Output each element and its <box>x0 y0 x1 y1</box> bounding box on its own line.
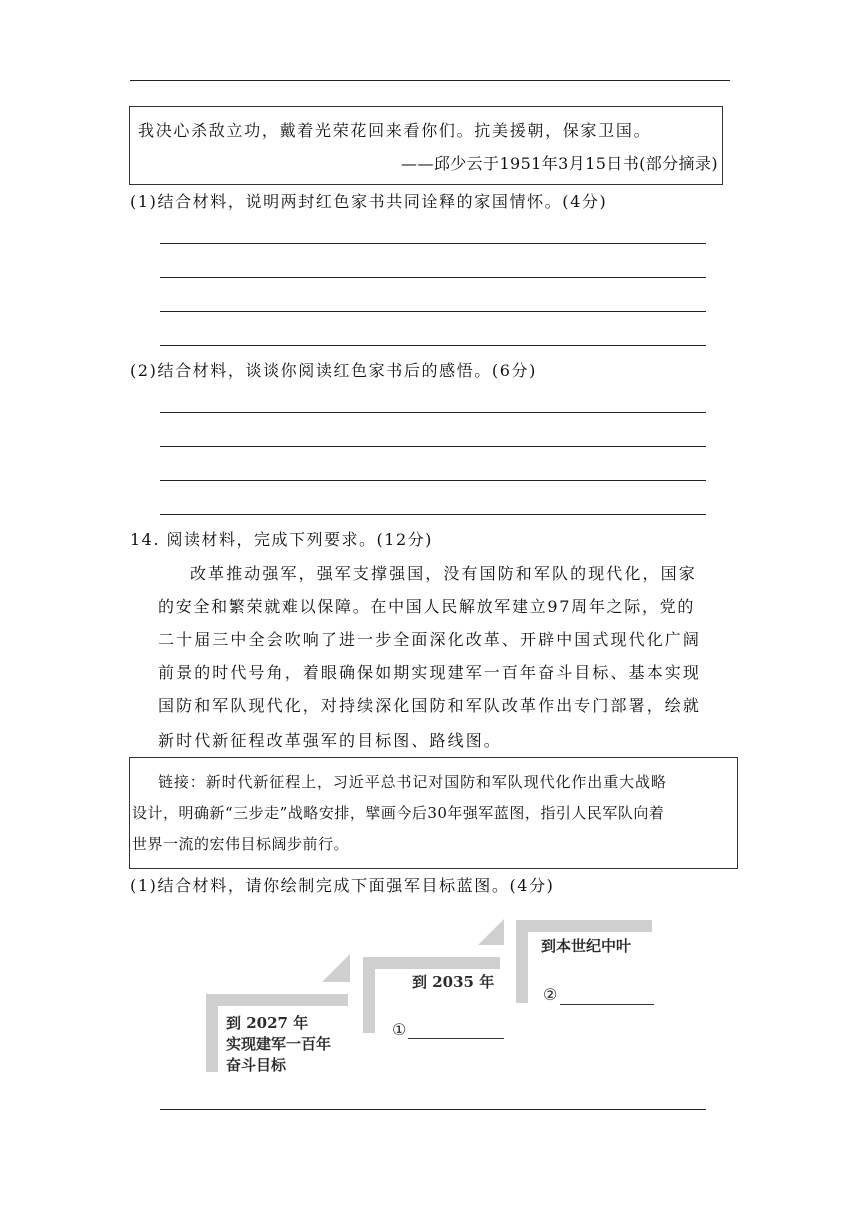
step3-title: 到本世纪中叶 <box>541 937 632 955</box>
step2-blank-marker: ① <box>392 1020 407 1039</box>
link-box <box>129 757 738 869</box>
answer-line[interactable] <box>160 243 706 244</box>
q14-paragraph-line: 改革推动强军，强军支撑强国，没有国防和军队的现代化，国家 <box>190 564 697 583</box>
step1-line: 奋斗目标 <box>226 1056 287 1074</box>
q13-sub2: (2)结合材料，谈谈你阅读红色家书后的感悟。(6分) <box>130 361 537 380</box>
letter-text: 我决心杀敌立功，戴着光荣花回来看你们。抗美援朝，保家卫国。 <box>138 121 652 140</box>
step2-top-bar <box>363 957 500 969</box>
q14-paragraph-line: 的安全和繁荣就难以保障。在中国人民解放军建立97周年之际，党的 <box>158 597 696 616</box>
step1-line: 到 2027 年 <box>226 1014 309 1032</box>
step1-line: 实现建军一百年 <box>226 1035 332 1053</box>
answer-line[interactable] <box>160 446 706 447</box>
q14-paragraph-line: 二十届三中全会吹响了进一步全面深化改革、开辟中国式现代化广阔 <box>158 630 702 649</box>
answer-line[interactable] <box>160 311 706 312</box>
step2-corner-triangle <box>478 919 504 945</box>
step3-blank-marker: ② <box>543 985 558 1004</box>
step2-answer-blank[interactable] <box>408 1038 504 1039</box>
step1-side-bar <box>206 994 218 1072</box>
answer-line[interactable] <box>160 277 706 278</box>
link-line: 世界一流的宏伟目标阔步前行。 <box>132 835 350 853</box>
answer-line[interactable] <box>160 1109 706 1110</box>
letter-excerpt-box <box>129 106 723 185</box>
link-line: 链接：新时代新征程上，习近平总书记对国防和军队现代化作出重大战略 <box>158 773 667 791</box>
step2-side-bar <box>363 957 375 1033</box>
q13-sub1: (1)结合材料，说明两封红色家书共同诠释的家国情怀。(4分) <box>130 192 608 211</box>
step3-top-bar <box>516 920 652 932</box>
answer-line[interactable] <box>160 345 706 346</box>
answer-line[interactable] <box>160 514 706 515</box>
step1-top-bar <box>206 994 348 1006</box>
letter-signature: ——邱少云于1951年3月15日书(部分摘录) <box>401 154 718 173</box>
answer-line[interactable] <box>160 480 706 481</box>
step1-corner-triangle <box>322 954 350 982</box>
q14-paragraph-line: 新时代新征程改革强军的目标图、路线图。 <box>158 731 502 750</box>
q14-heading: 14. 阅读材料，完成下列要求。(12分) <box>130 530 433 549</box>
q14-paragraph-line: 前景的时代号角，着眼确保如期实现建军一百年奋斗目标、基本实现 <box>158 663 702 682</box>
link-line: 设计，明确新“三步走”战略安排，擘画今后30年强军蓝图，指引人民军队向着 <box>132 804 665 822</box>
q14-sub1: (1)结合材料，请你绘制完成下面强军目标蓝图。(4分) <box>130 876 555 895</box>
step3-side-bar <box>516 920 528 1003</box>
q14-paragraph-line: 国防和军队现代化，对持续深化国防和军队改革作出专门部署，绘就 <box>158 696 702 715</box>
step3-answer-blank[interactable] <box>560 1004 654 1005</box>
top-rule <box>130 80 730 81</box>
step2-title: 到 2035 年 <box>412 973 495 991</box>
answer-line[interactable] <box>160 412 706 413</box>
